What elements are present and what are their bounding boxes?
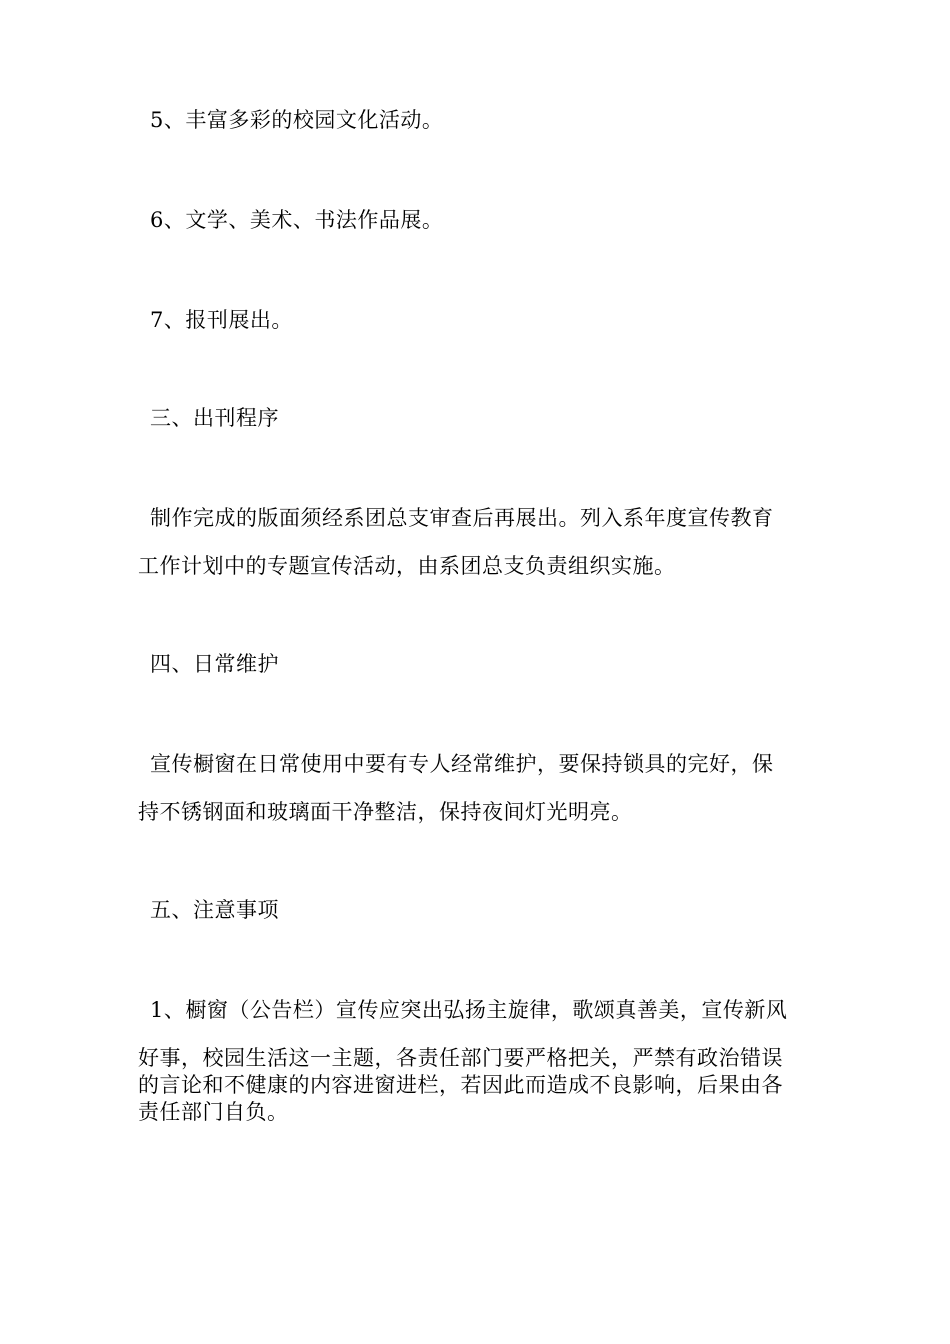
notes-item-1-line-1: 1、橱窗（公告栏）宣传应突出弘扬主旋律，歌颂真善美，宣传新风 — [150, 998, 788, 1022]
section-heading-notes: 五、注意事项 — [150, 898, 279, 922]
notes-item-1-line-4: 责任部门自负。 — [138, 1100, 289, 1124]
list-item-7: 7、报刊展出。 — [150, 308, 293, 332]
notes-item-1-line-2: 好事，校园生活这一主题，各责任部门要严格把关，严禁有政治错误 — [138, 1046, 783, 1070]
section-heading-publishing-procedure: 三、出刊程序 — [150, 406, 279, 430]
paragraph-maintenance-line-1: 宣传橱窗在日常使用中要有专人经常维护，要保持锁具的完好，保 — [150, 752, 774, 776]
notes-item-1-line-3: 的言论和不健康的内容进窗进栏，若因此而造成不良影响，后果由各 — [138, 1073, 783, 1097]
list-item-6: 6、文学、美术、书法作品展。 — [150, 208, 444, 232]
section-heading-daily-maintenance: 四、日常维护 — [150, 652, 279, 676]
list-item-5: 5、丰富多彩的校园文化活动。 — [150, 108, 444, 132]
paragraph-publishing-line-1: 制作完成的版面须经系团总支审查后再展出。列入系年度宣传教育 — [150, 506, 774, 530]
paragraph-maintenance-line-2: 持不锈钢面和玻璃面干净整洁，保持夜间灯光明亮。 — [138, 800, 633, 824]
paragraph-publishing-line-2: 工作计划中的专题宣传活动，由系团总支负责组织实施。 — [138, 554, 676, 578]
